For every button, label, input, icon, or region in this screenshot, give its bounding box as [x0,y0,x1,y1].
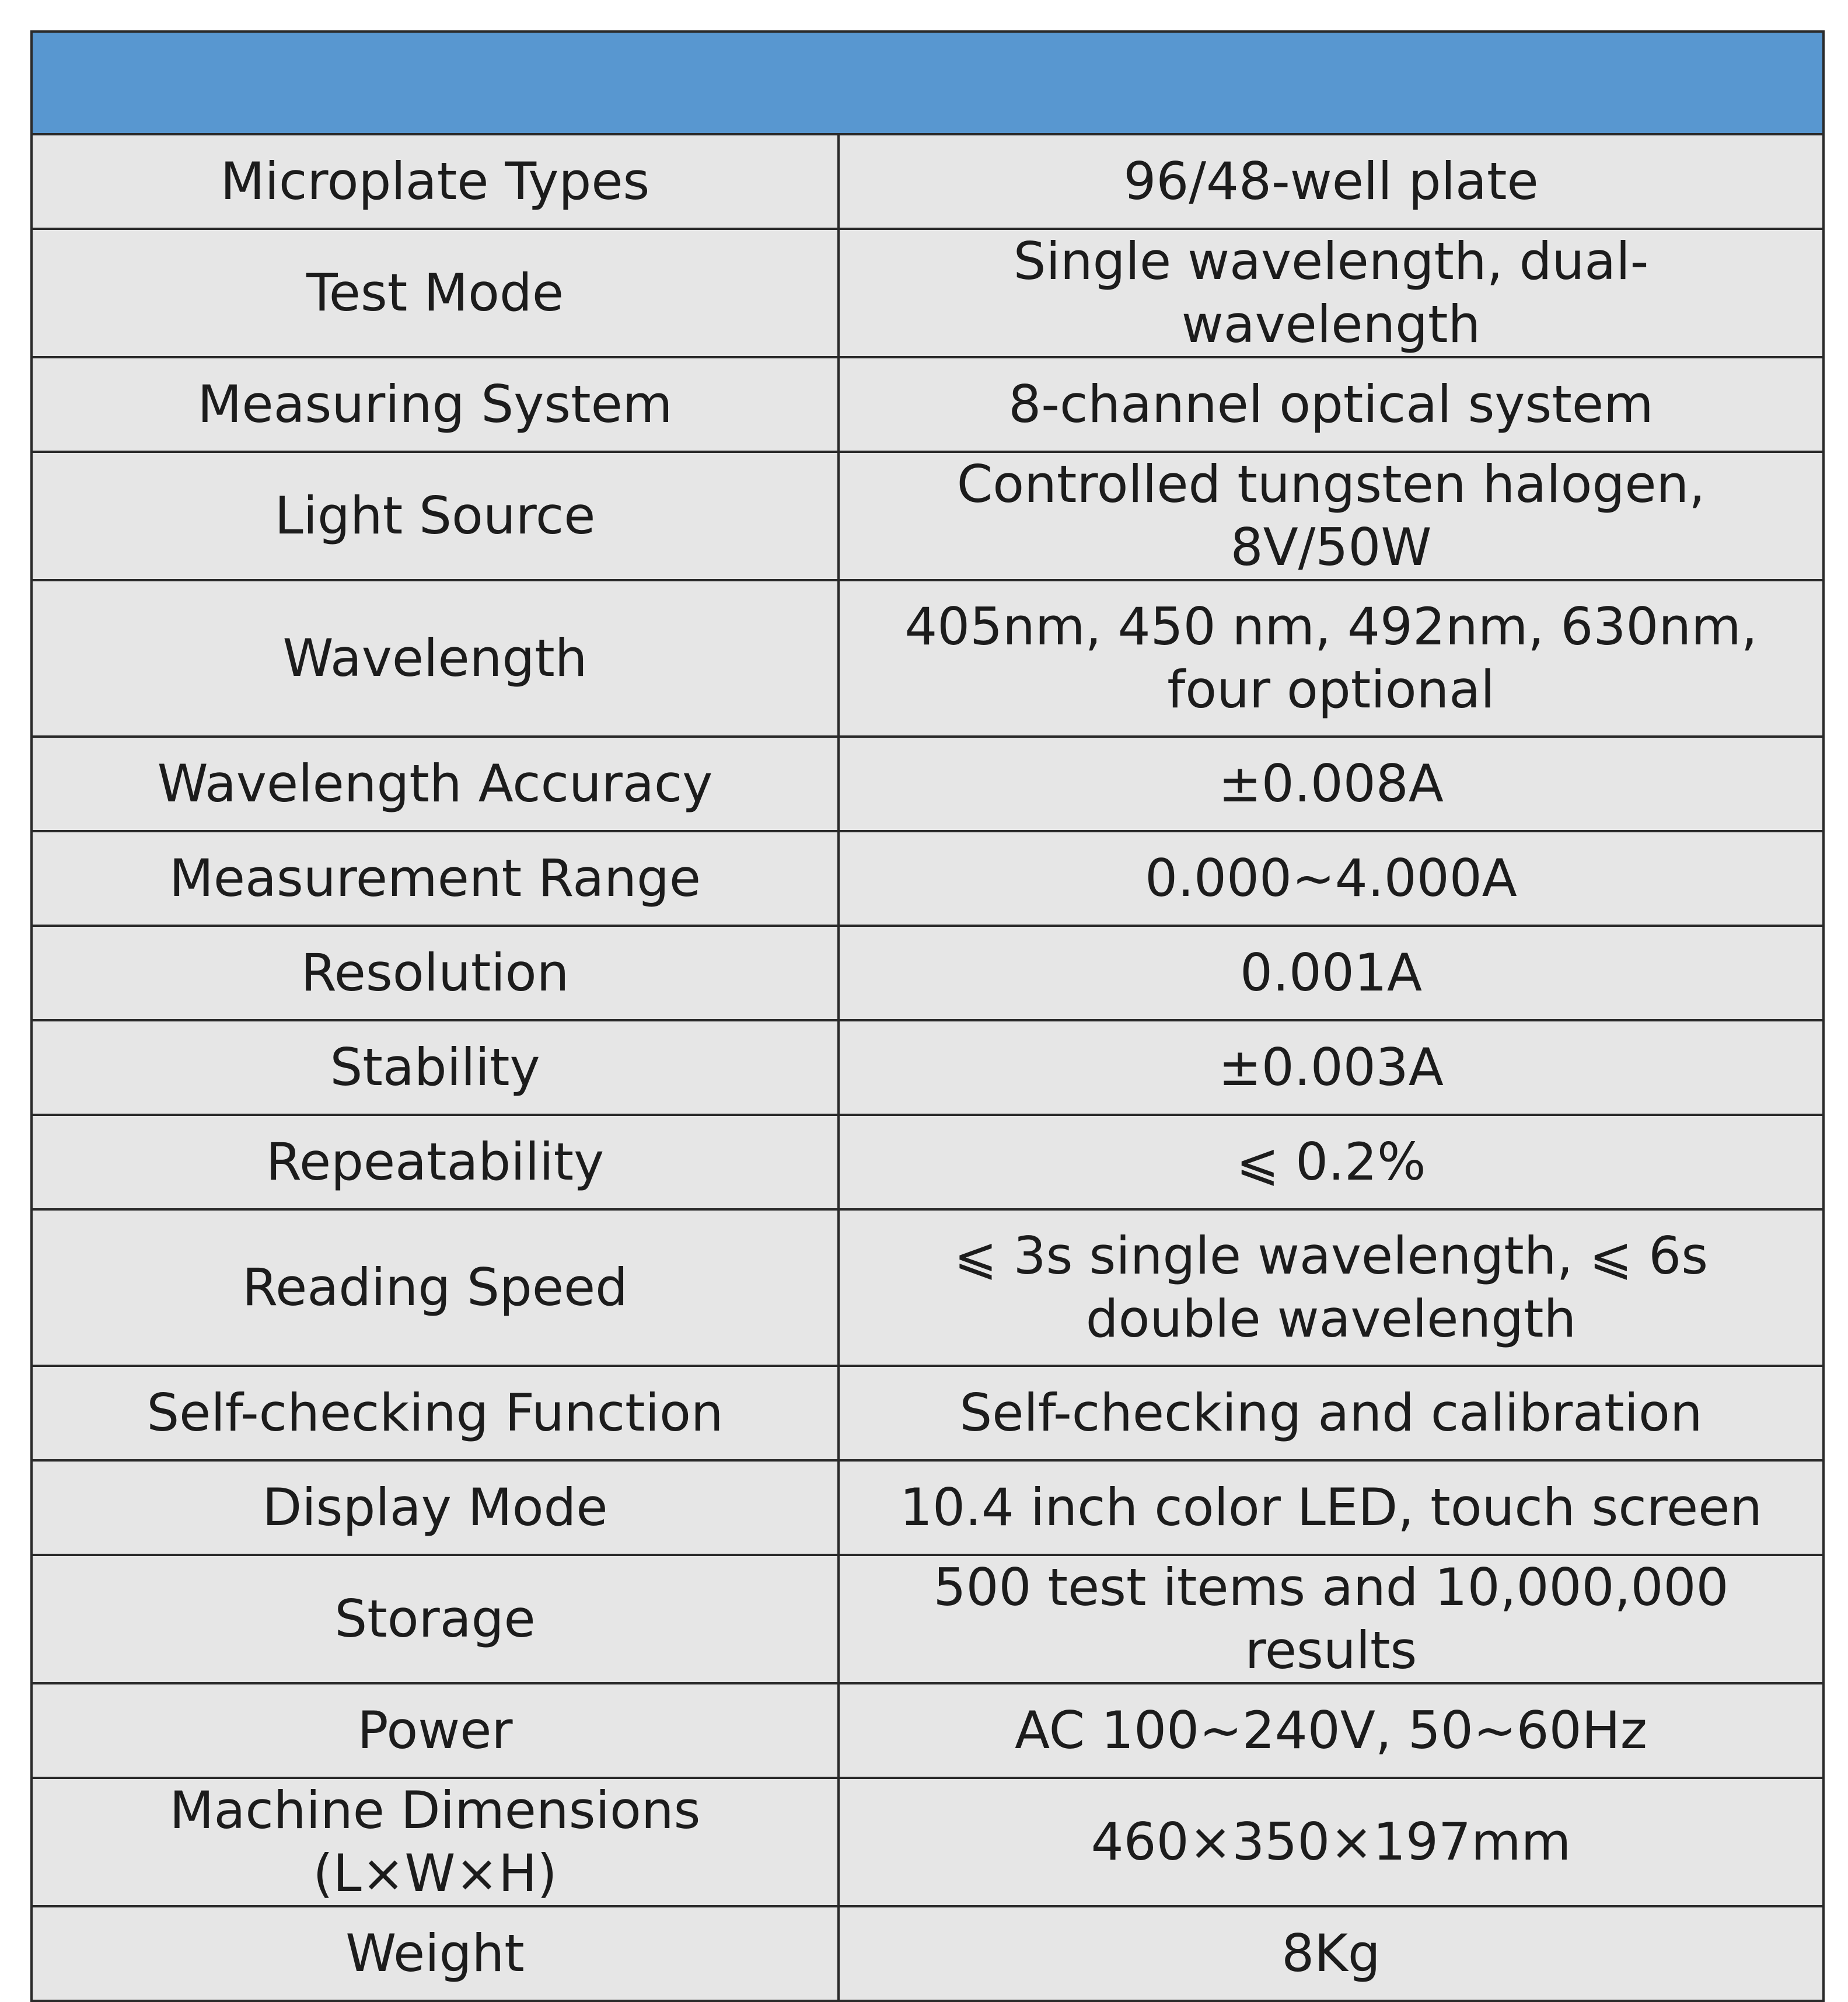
spec-row-measuring-system [32,357,1823,452]
spec-label: Light Source [32,452,839,580]
spec-label: Power [32,1683,839,1778]
spec-row-wavelength-accuracy [32,737,1823,831]
spec-label: Machine Dimensions (L×W×H) [32,1778,839,1906]
spec-label: Measuring System [32,357,839,452]
spec-row-microplate-types [32,134,1823,229]
spec-value: ⩽ 3s single wavelength, ⩽ 6s double wavelength [839,1209,1823,1366]
spec-label: Weight [32,1906,839,2001]
spec-row-stability [32,1020,1823,1115]
spec-label: Wavelength [32,580,839,737]
spec-label: Repeatability [32,1115,839,1209]
spec-row-resolution [32,926,1823,1020]
spec-label: Microplate Types [32,134,839,229]
spec-row-test-mode [32,229,1823,357]
spec-value: Self-checking and calibration [839,1366,1823,1460]
table-header-cell [32,32,1823,134]
specifications-table-body [32,32,1823,2001]
spec-label: Self-checking Function [32,1366,839,1460]
spec-row-storage [32,1555,1823,1683]
spec-value: 405nm, 450 nm, 492nm, 630nm, four optional [839,580,1823,737]
spec-value: ±0.008A [839,737,1823,831]
spec-row-machine-dimensions [32,1778,1823,1906]
spec-label: Stability [32,1020,839,1115]
spec-row-self-checking-function [32,1366,1823,1460]
spec-row-repeatability [32,1115,1823,1209]
spec-value: 0.001A [839,926,1823,1020]
spec-row-wavelength [32,580,1823,737]
spec-value: 8Kg [839,1906,1823,2001]
spec-value: 500 test items and 10,000,000 results [839,1555,1823,1683]
spec-value: Single wavelength, dual-wavelength [839,229,1823,357]
spec-value: ⩽ 0.2% [839,1115,1823,1209]
spec-value: AC 100~240V, 50~60Hz [839,1683,1823,1778]
spec-value: Controlled tungsten halogen, 8V/50W [839,452,1823,580]
spec-label: Test Mode [32,229,839,357]
spec-value: 460×350×197mm [839,1778,1823,1906]
spec-value: ±0.003A [839,1020,1823,1115]
spec-row-display-mode [32,1460,1823,1555]
spec-row-weight [32,1906,1823,2001]
spec-value: 10.4 inch color LED, touch screen [839,1460,1823,1555]
spec-row-reading-speed [32,1209,1823,1366]
spec-row-light-source [32,452,1823,580]
spec-row-power [32,1683,1823,1778]
table-header-bar [32,32,1823,134]
spec-label: Resolution [32,926,839,1020]
spec-value: 8-channel optical system [839,357,1823,452]
spec-label: Storage [32,1555,839,1683]
spec-label: Reading Speed [32,1209,839,1366]
specifications-table [30,30,1825,2002]
spec-label: Display Mode [32,1460,839,1555]
spec-value: 96/48-well plate [839,134,1823,229]
spec-label: Wavelength Accuracy [32,737,839,831]
spec-label: Measurement Range [32,831,839,926]
spec-row-measurement-range [32,831,1823,926]
spec-value: 0.000~4.000A [839,831,1823,926]
